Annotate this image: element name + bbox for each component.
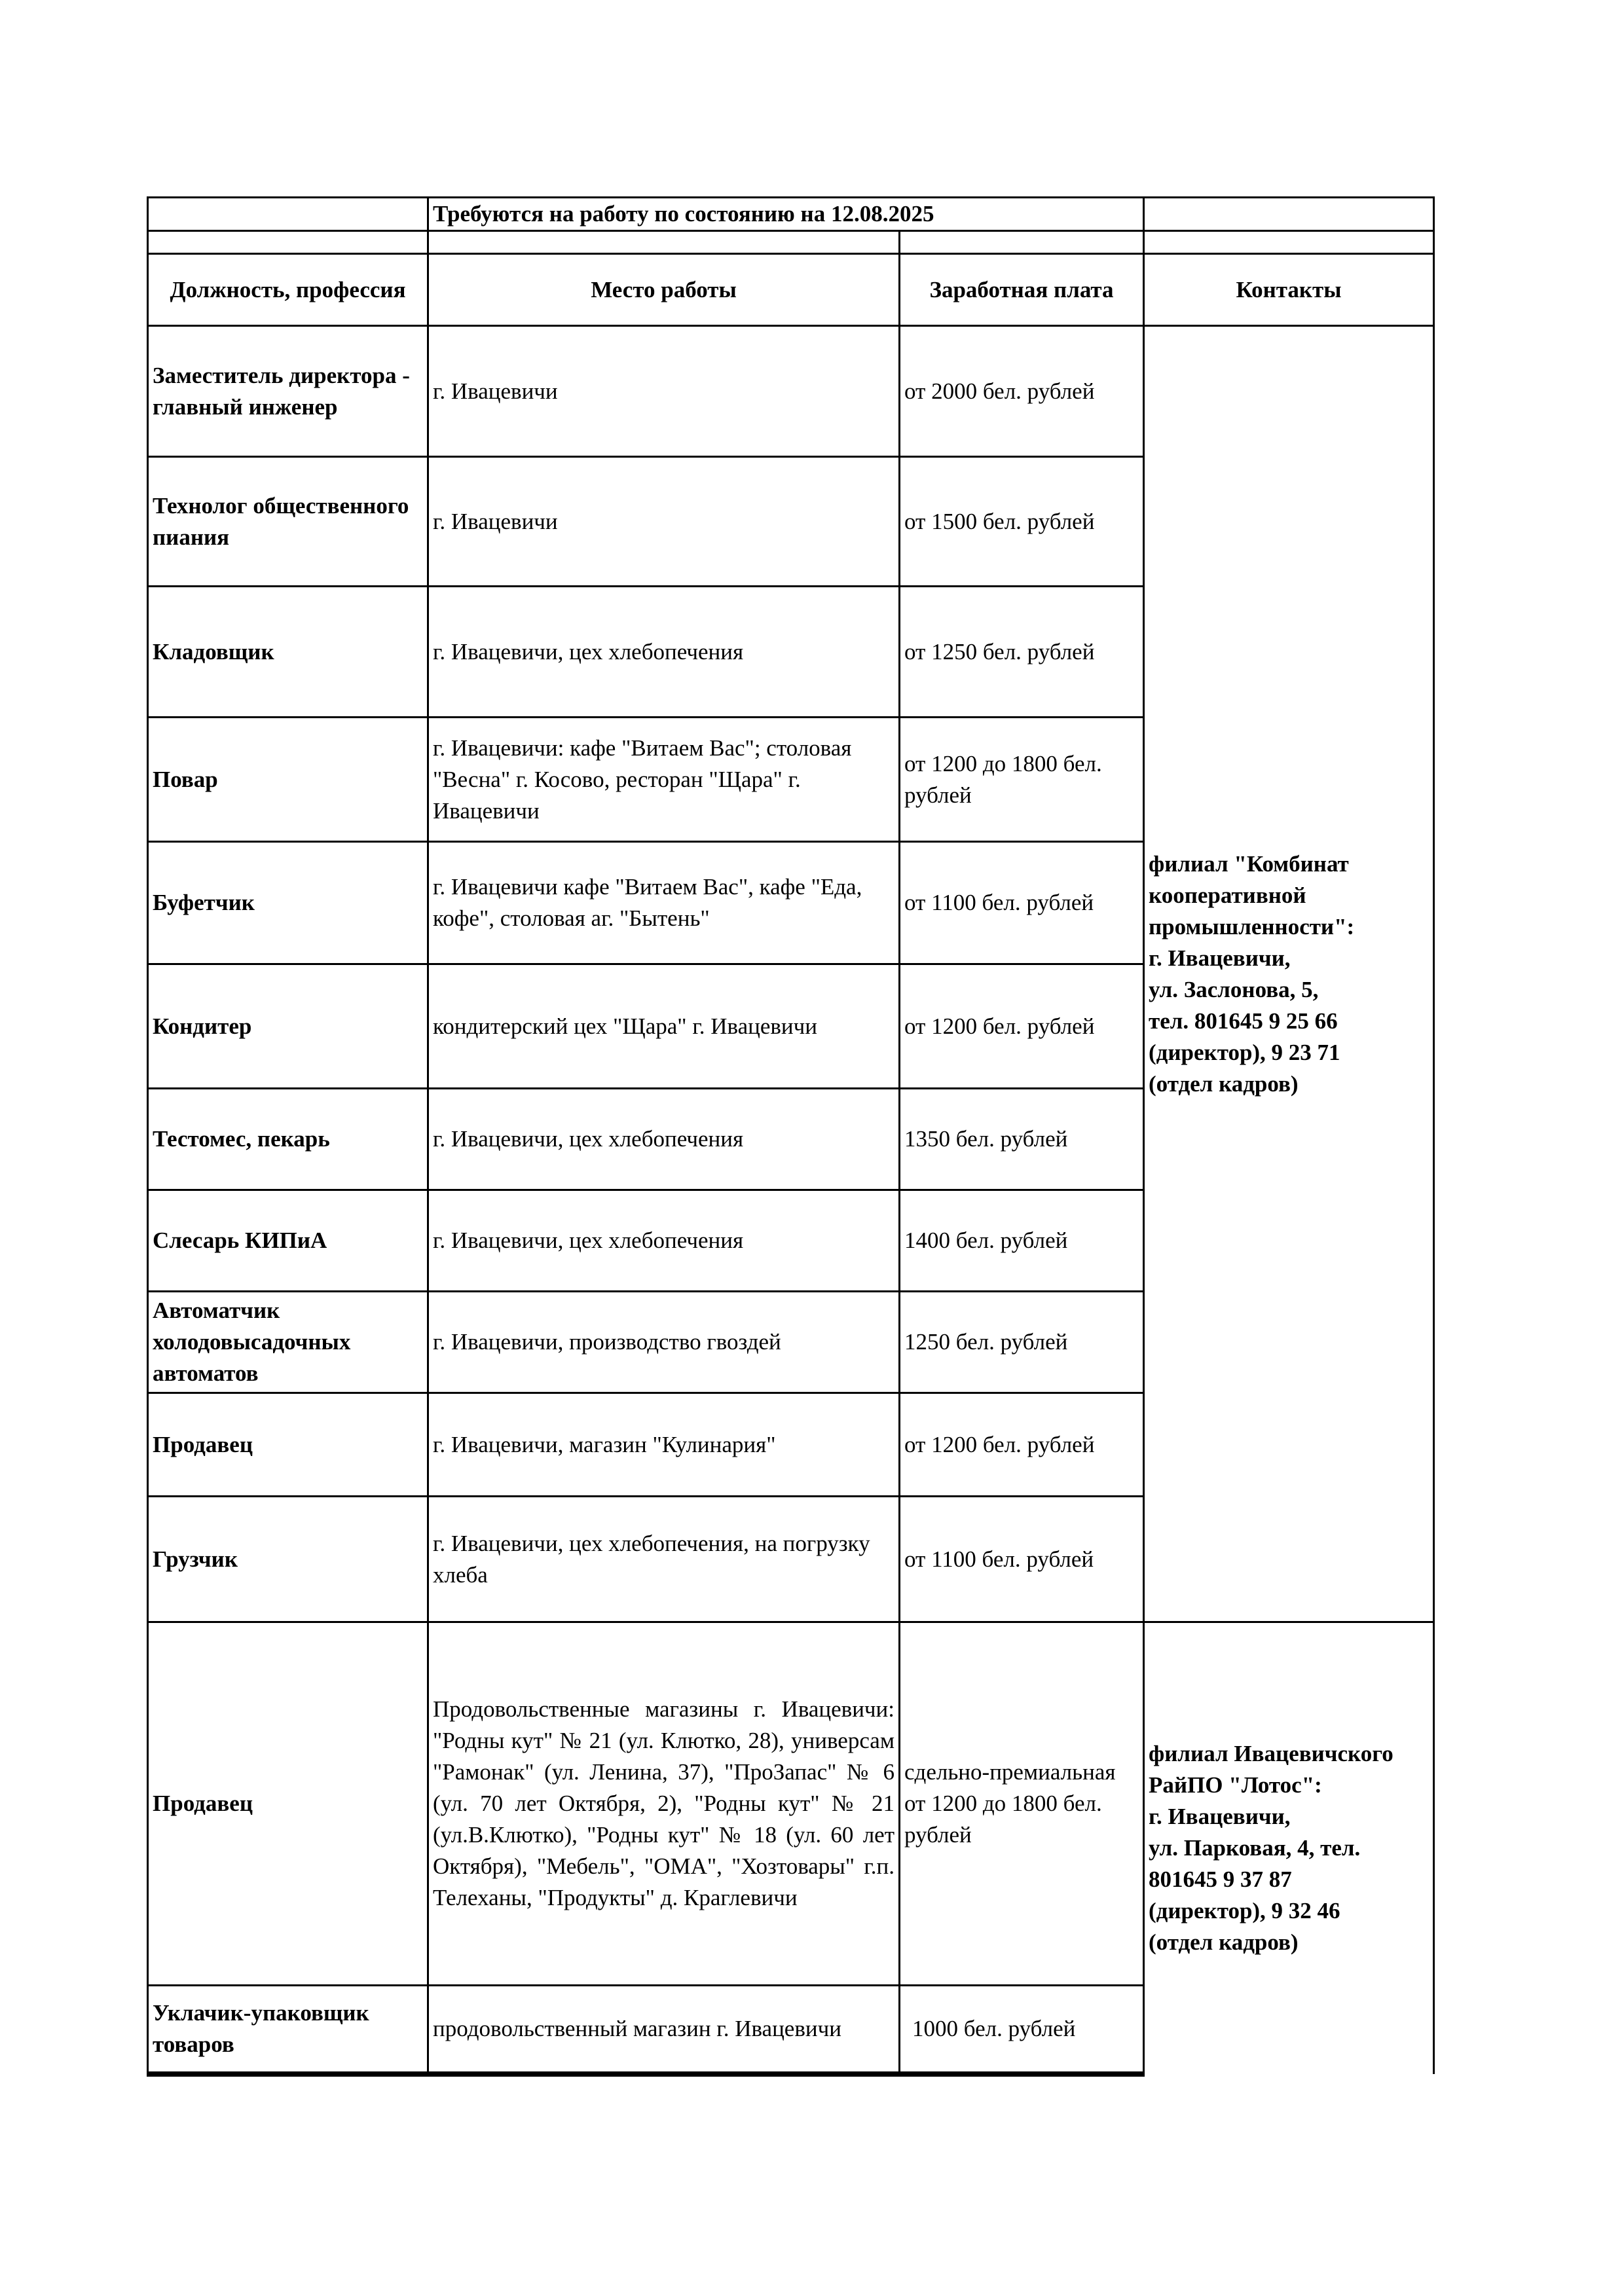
contact-line: (отдел кадров) bbox=[1149, 1070, 1299, 1097]
salary-cell: от 1200 бел. рублей bbox=[900, 1393, 1144, 1497]
title-empty-cell bbox=[148, 198, 428, 231]
contact-line: кооперативной bbox=[1149, 882, 1306, 908]
salary-cell: 1400 бел. рублей bbox=[900, 1190, 1144, 1292]
place-cell: г. Ивацевичи bbox=[428, 457, 900, 587]
salary-cell: от 1100 бел. рублей bbox=[900, 1497, 1144, 1622]
salary-cell: сдельно-премиальная от 1200 до 1800 бел. рублей bbox=[900, 1622, 1144, 1986]
position-cell: Кладовщик bbox=[148, 587, 428, 718]
place-cell: г. Ивацевичи, производство гвоздей bbox=[428, 1292, 900, 1393]
salary-cell: 1250 бел. рублей bbox=[900, 1292, 1144, 1393]
contact-line: (директор), 9 23 71 bbox=[1149, 1039, 1340, 1065]
spacer-cell bbox=[1144, 231, 1434, 254]
vacancies-table bbox=[147, 196, 1435, 2077]
contact-line: г. Ивацевичи, bbox=[1149, 945, 1291, 971]
position-cell: Продавец bbox=[148, 1393, 428, 1497]
header-row bbox=[148, 254, 1434, 326]
column-header-salary: Заработная плата bbox=[900, 254, 1144, 326]
place-cell: г. Ивацевичи, магазин "Кулинария" bbox=[428, 1393, 900, 1497]
place-cell: г. Ивацевичи bbox=[428, 326, 900, 457]
contact-line: филиал Ивацевичского bbox=[1149, 1741, 1393, 1767]
contact-line: тел. 801645 9 25 66 bbox=[1149, 1008, 1338, 1034]
place-cell: г. Ивацевичи, цех хлебопечения bbox=[428, 1089, 900, 1190]
column-header-contacts: Контакты bbox=[1144, 254, 1434, 326]
place-cell: кондитерский цех "Щара" г. Ивацевичи bbox=[428, 964, 900, 1089]
salary-cell: от 2000 бел. рублей bbox=[900, 326, 1144, 457]
contact-cell-kombinat bbox=[1144, 326, 1434, 1622]
position-cell: Технолог общественного пиания bbox=[148, 457, 428, 587]
place-cell: г. Ивацевичи, цех хлебопечения bbox=[428, 587, 900, 718]
salary-cell: 1000 бел. рублей bbox=[900, 1986, 1144, 2074]
contact-line: ул. Парковая, 4, тел. bbox=[1149, 1835, 1361, 1861]
salary-cell: от 1200 до 1800 бел. рублей bbox=[900, 718, 1144, 842]
position-cell: Уклачик-упаковщик товаров bbox=[148, 1986, 428, 2074]
contact-line: г. Ивацевичи, bbox=[1149, 1804, 1291, 1830]
place-cell: г. Ивацевичи, цех хлебопечения, на погрузку хлеба bbox=[428, 1497, 900, 1622]
contact-line: филиал "Комбинат bbox=[1149, 850, 1349, 877]
contact-line: (директор), 9 32 46 bbox=[1149, 1898, 1340, 1924]
place-cell: г. Ивацевичи: кафе "Витаем Вас"; столовая "Весна" г. Косово, ресторан "Щара" г. Ивацевичи bbox=[428, 718, 900, 842]
spacer-row bbox=[148, 231, 1434, 254]
title-row bbox=[148, 198, 1434, 231]
contact-line: 801645 9 37 87 bbox=[1149, 1867, 1292, 1893]
contact-line: ул. Заслонова, 5, bbox=[1149, 976, 1319, 1002]
position-cell: Слесарь КИПиА bbox=[148, 1190, 428, 1292]
contact-cell-lotos bbox=[1144, 1622, 1434, 2074]
column-header-position: Должность, профессия bbox=[148, 254, 428, 326]
position-cell: Заместитель директора - главный инженер bbox=[148, 326, 428, 457]
spacer-cell bbox=[900, 231, 1144, 254]
salary-cell: от 1250 бел. рублей bbox=[900, 587, 1144, 718]
place-cell: г. Ивацевичи кафе "Витаем Вас", кафе "Еда, кофе", столовая аг. "Бытень" bbox=[428, 842, 900, 964]
salary-cell: от 1100 бел. рублей bbox=[900, 842, 1144, 964]
contact-line: промышленности": bbox=[1149, 913, 1355, 939]
column-header-place: Место работы bbox=[428, 254, 900, 326]
position-cell: Повар bbox=[148, 718, 428, 842]
position-cell: Тестомес, пекарь bbox=[148, 1089, 428, 1190]
spacer-cell bbox=[428, 231, 900, 254]
table-row bbox=[148, 1622, 1434, 1986]
place-cell: продовольственный магазин г. Ивацевичи bbox=[428, 1986, 900, 2074]
position-cell: Кондитер bbox=[148, 964, 428, 1089]
salary-cell: от 1500 бел. рублей bbox=[900, 457, 1144, 587]
spacer-cell bbox=[148, 231, 428, 254]
position-cell: Грузчик bbox=[148, 1497, 428, 1622]
page-title: Требуются на работу по состоянию на 12.08.2025 bbox=[428, 198, 1144, 231]
contact-line: (отдел кадров) bbox=[1149, 1929, 1299, 1956]
place-cell: г. Ивацевичи, цех хлебопечения bbox=[428, 1190, 900, 1292]
salary-cell: 1350 бел. рублей bbox=[900, 1089, 1144, 1190]
contact-line: РайПО "Лотос": bbox=[1149, 1772, 1322, 1798]
position-cell: Продавец bbox=[148, 1622, 428, 1986]
place-cell: Продовольственные магазины г. Ивацевичи: "Родны кут" № 21 (ул. Клютко, 28), универсам "Рамонак" (ул. Ленина, 37), "ПроЗапас" № 6 (ул. 70 лет Октября, 2), "Родны кут" № 21 (ул.В.Клютко), "Родны кут" № 18 (ул. 60 лет Октября), "Мебель", "ОМА", "Хозтовары" г.п. Телеханы, "Продукты" д. Краглевичи bbox=[428, 1622, 900, 1986]
position-cell: Буфетчик bbox=[148, 842, 428, 964]
position-cell: Автоматчик холодовысадочных автоматов bbox=[148, 1292, 428, 1393]
table-row bbox=[148, 326, 1434, 457]
salary-cell: от 1200 бел. рублей bbox=[900, 964, 1144, 1089]
title-empty-cell-right bbox=[1144, 198, 1434, 231]
